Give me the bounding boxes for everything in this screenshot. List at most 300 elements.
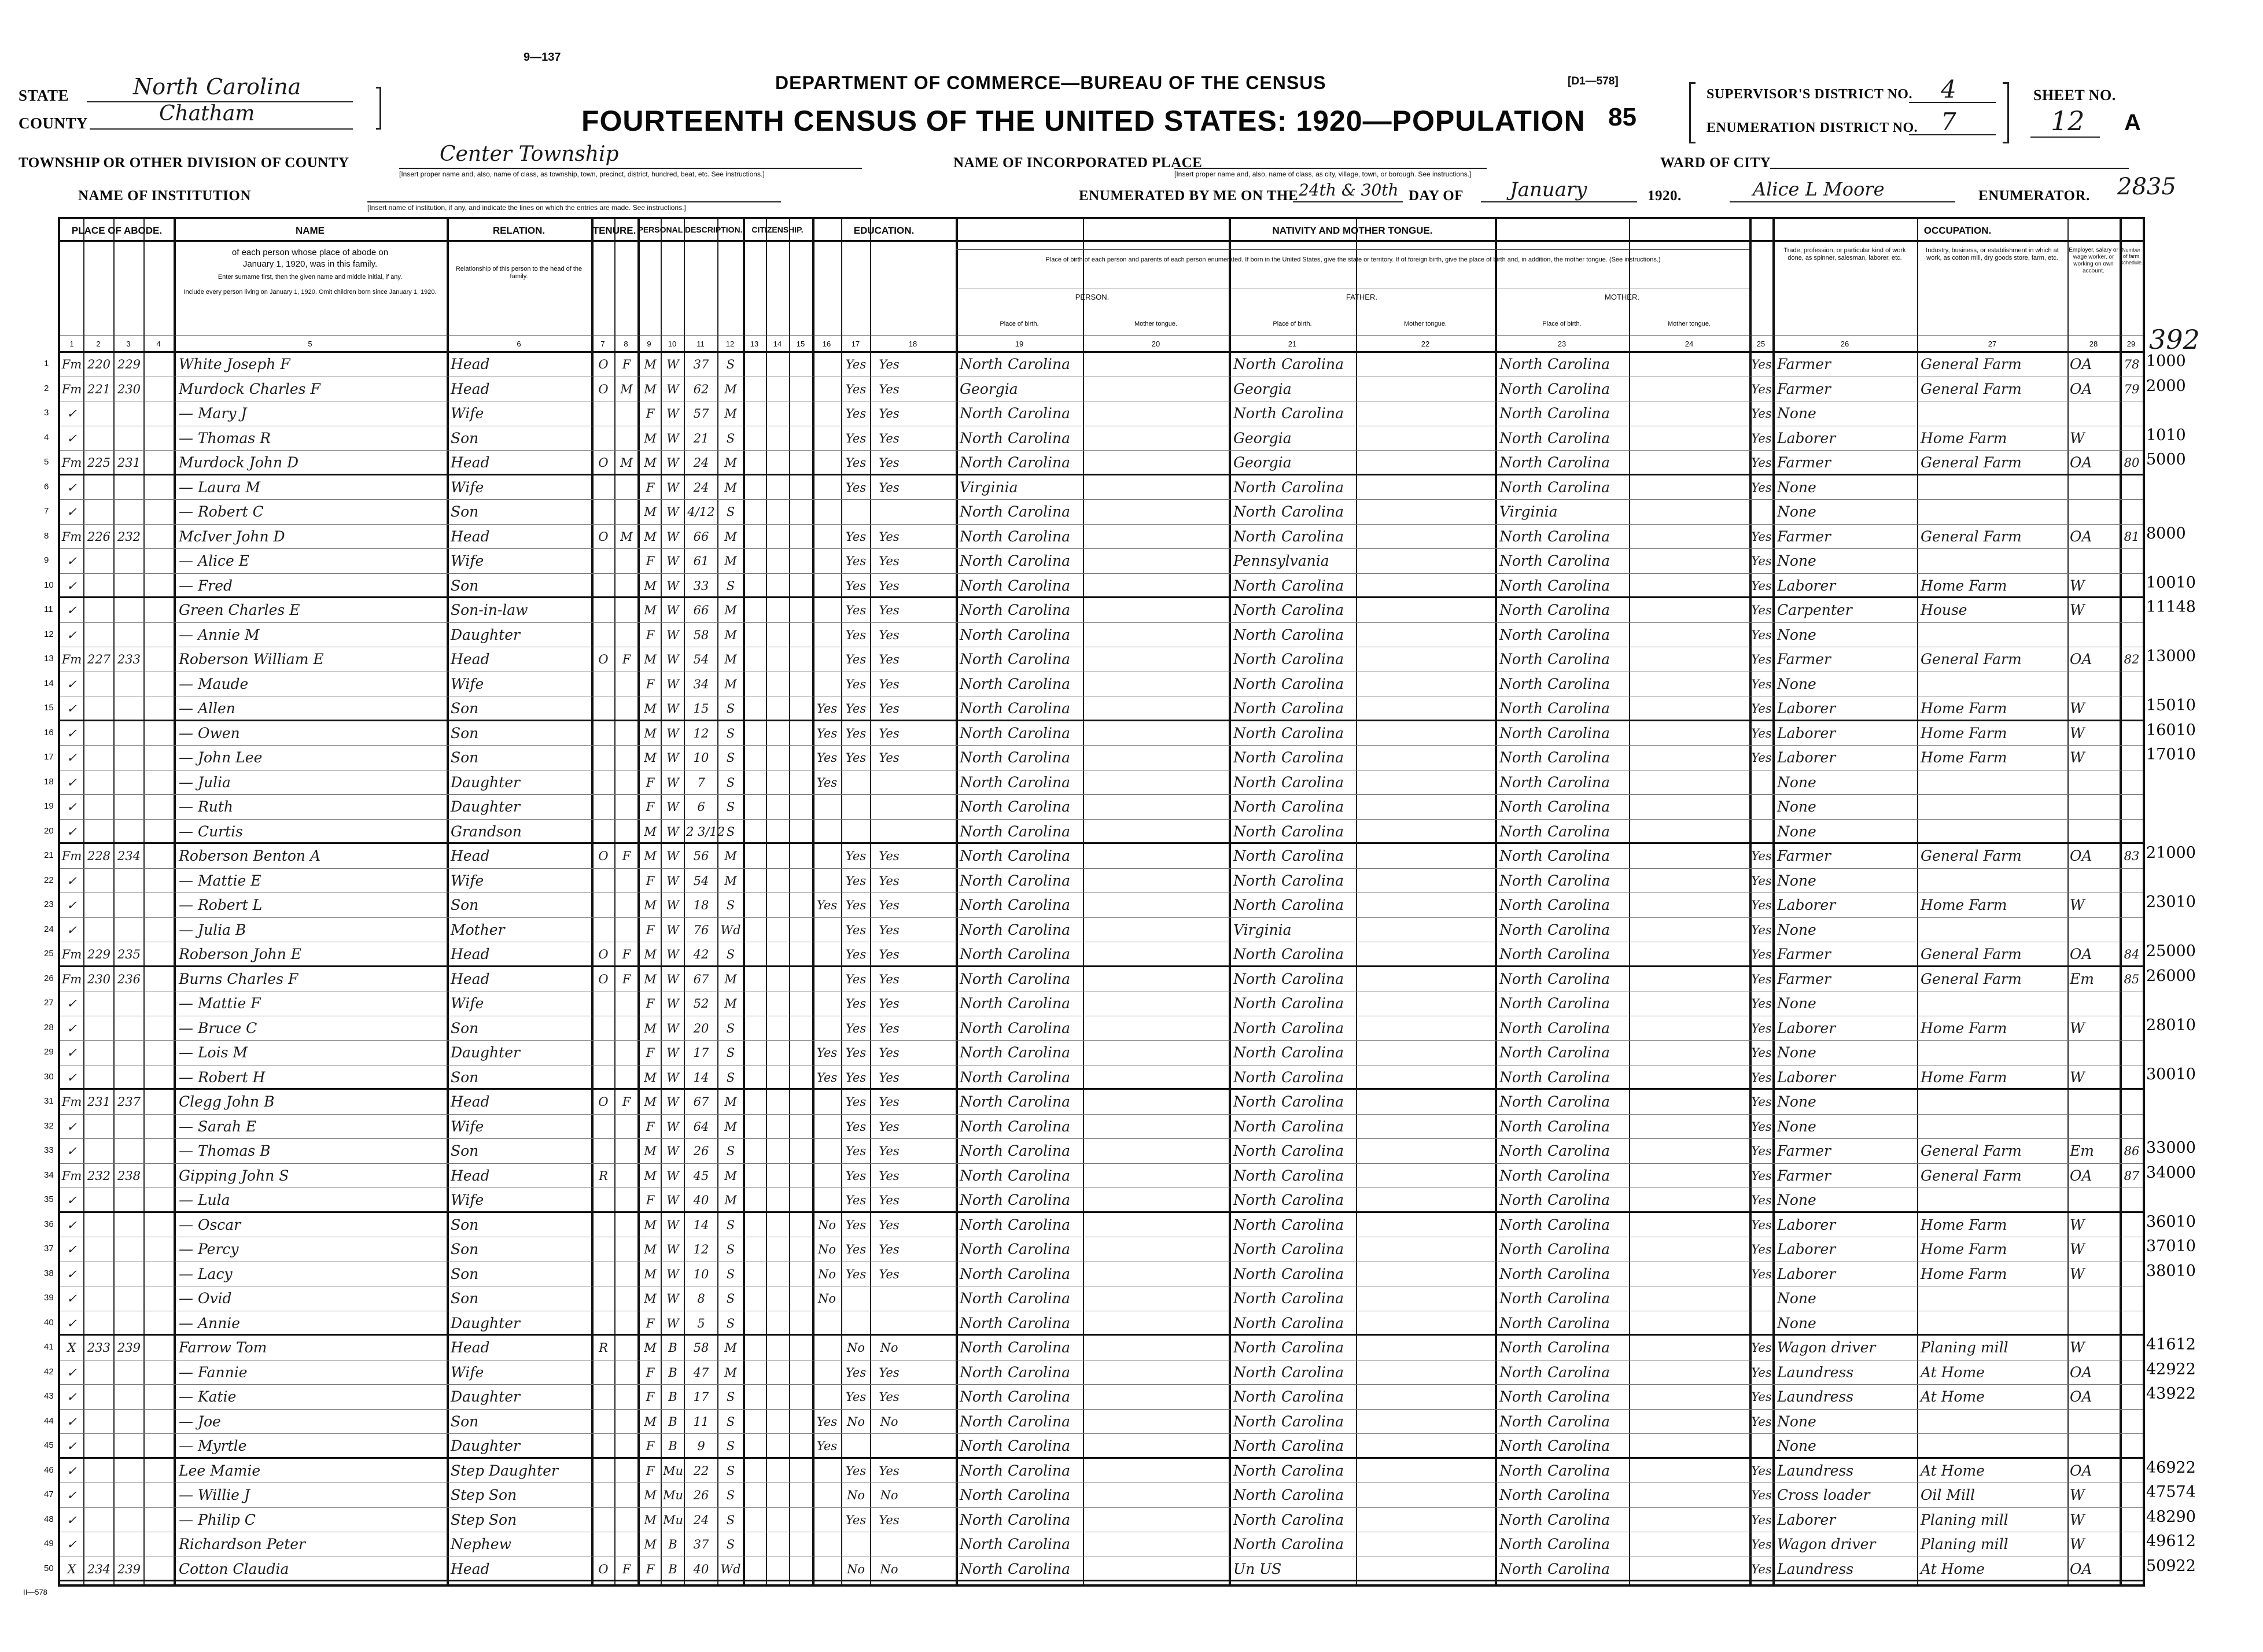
race-cell: W [666,775,679,790]
dwelling-number-cell [86,1435,112,1457]
speaks-english-cell: Yes [1751,1390,1772,1404]
age-cell: 62 [693,382,709,396]
school-cell [814,870,840,892]
relation-cell: Step Son [451,1511,517,1528]
write-cell [872,1533,906,1555]
farm-schedule-cell [2121,1312,2143,1334]
relation-cell: Wife [451,1118,484,1135]
class-of-worker-cell: OA [2070,847,2092,864]
farm-schedule-cell [2121,919,2143,941]
dwelling-number-cell [86,624,112,646]
occupation-cell: None [1777,1437,1816,1454]
column-number: 7 [600,340,605,348]
line-code: 34000 [2146,1163,2196,1182]
father-birthplace-cell: North Carolina [1233,1487,1344,1503]
line-code [2146,1432,2256,1455]
township-hint: [Insert proper name and, also, name of class, as township, town, precinct, district, hundred, beat, etc. See instructions.] [399,170,765,178]
group-citizenship: CITIZENSHIP. [751,225,804,234]
marital-status-cell: S [726,431,735,445]
sex-cell: M [644,1341,657,1355]
supervisor-label: SUPERVISOR'S DISTRICT NO. [1707,87,1912,102]
ward-label: WARD OF CITY [1660,155,1771,171]
father-birthplace-cell: North Carolina [1233,1265,1344,1282]
family-number-cell [116,772,142,794]
name-cell: — Fred [179,577,233,594]
name-cell: Farrow Tom [179,1339,267,1356]
race-cell: Mu [663,1513,684,1527]
column-number: 4 [156,340,161,348]
marital-status-cell: S [726,1144,735,1158]
class-of-worker-cell [2070,870,2118,892]
tenure-cell [594,403,613,425]
write-cell: No [880,1341,898,1355]
sex-cell: M [644,702,657,716]
dwelling-number-cell: 221 [87,382,111,396]
school-cell [814,477,840,499]
family-number-cell [116,1312,142,1334]
read-cell: Yes [845,431,867,445]
mother-birthplace-cell: North Carolina [1499,356,1610,373]
race-cell: W [666,1292,679,1306]
class-of-worker-cell: W [2070,1216,2085,1233]
table-row [44,967,2143,992]
enumerated-label: ENUMERATED BY ME ON THE [1079,188,1299,204]
occupation-cell: Farmer [1777,454,1831,471]
farm-schedule-head: Number of farm schedule. [2121,247,2143,266]
name-cell: — Ovid [179,1290,232,1307]
race-cell: W [666,824,679,839]
race-cell: W [666,407,679,421]
birthplace-cell: Georgia [960,380,1018,397]
dwelling-number-cell [86,1067,112,1089]
abode-cell: Fm [61,529,82,544]
class-of-worker-cell [2070,796,2118,818]
race-cell: B [668,1414,677,1429]
industry-cell: House [1921,602,1967,618]
county-label: COUNTY [19,115,89,132]
age-cell: 47 [693,1365,709,1380]
class-of-worker-cell [2070,919,2118,941]
industry-cell: Oil Mill [1921,1487,1975,1503]
read-cell: Yes [845,554,867,568]
dwelling-number-cell [86,1509,112,1531]
school-cell [814,1533,840,1555]
name-cell: — Alice E [179,552,249,569]
tenure-cell [594,772,613,794]
write-cell: Yes [879,1267,900,1281]
line-number: 48 [44,1514,54,1524]
relation-cell: Head [451,1560,490,1577]
birthplace-cell: North Carolina [960,823,1071,840]
age-cell: 22 [693,1463,709,1478]
farm-schedule-cell [2121,1411,2143,1433]
nativity-col-mother-tongue: Mother tongue. [1668,320,1711,327]
abode-cell: ✓ [67,1513,77,1527]
read-cell: Yes [845,1095,867,1109]
read-cell [843,1288,869,1310]
read-cell: Yes [845,578,867,593]
birthplace-cell: Virginia [960,478,1018,496]
birthplace-cell: North Carolina [960,651,1071,668]
name-instruction-2: January 1, 1920, was in this family. [242,259,378,269]
age-cell: 26 [693,1488,709,1502]
class-of-worker-cell [2070,1411,2118,1433]
name-cell: Richardson Peter [179,1536,305,1553]
father-birthplace-cell: North Carolina [1233,405,1344,422]
dwelling-number-cell [86,747,112,769]
mother-birthplace-cell: Virginia [1499,503,1558,520]
dwelling-number-cell [86,1042,112,1064]
occupation-cell: None [1777,1118,1816,1135]
family-number-cell: 236 [117,972,141,986]
read-cell: Yes [845,1390,867,1404]
name-cell: White Joseph F [179,356,290,373]
marital-status-cell: S [726,947,735,961]
page-title: FOURTEENTH CENSUS OF THE UNITED STATES: 1920—POPULATION [581,105,1586,137]
sex-cell: F [646,1463,655,1478]
father-birthplace-cell: Virginia [1233,921,1292,938]
class-of-worker-cell: W [2070,1536,2085,1553]
line-number: 22 [44,875,54,885]
line-number: 46 [44,1465,54,1475]
abode-cell: ✓ [67,898,77,912]
school-cell [814,1386,840,1408]
marital-status-cell: S [726,505,735,519]
speaks-english-cell: Yes [1751,1513,1772,1527]
age-cell: 66 [693,603,709,617]
line-code: 2000 [2146,377,2186,395]
speaks-english-cell: Yes [1751,972,1772,986]
relation-cell: Daughter [451,1044,520,1061]
sex-cell: F [646,1390,655,1404]
occupation-cell: Laborer [1777,1068,1836,1086]
father-birthplace-cell: North Carolina [1233,1462,1344,1479]
relation-cell: Grandson [451,823,522,840]
dwelling-number-cell [86,599,112,621]
tenure-cell: O [598,1095,609,1109]
mother-birthplace-cell: North Carolina [1499,429,1610,447]
marital-status-cell: M [724,997,737,1011]
relation-cell: Son [451,1290,479,1307]
occupation-industry-head: Industry, business, or establishment in which at work, as cotton mill, dry goods store, farm, etc. [1926,247,2059,261]
marital-status-cell: M [724,1095,737,1109]
mother-birthplace-cell: North Carolina [1499,1118,1610,1135]
mother-birthplace-cell: North Carolina [1499,1314,1610,1332]
tenure-cell [594,1362,613,1384]
speaks-english-cell: Yes [1751,1488,1772,1502]
marital-status-cell: M [724,456,737,470]
relation-cell: Son [451,577,479,594]
family-number-cell [116,698,142,720]
industry-cell [1921,1288,2065,1310]
line-code [2146,1112,2256,1135]
occupation-cell: None [1777,552,1816,569]
father-birthplace-cell: North Carolina [1233,1314,1344,1332]
mortgage-cell [617,1263,636,1285]
farm-schedule-cell [2121,1189,2143,1211]
age-cell: 61 [693,554,709,568]
age-cell: 37 [693,1537,709,1551]
farm-schedule-cell [2121,1263,2143,1285]
birthplace-cell: North Carolina [960,995,1071,1012]
dwelling-number-cell: 228 [87,849,111,863]
write-cell: Yes [879,726,900,740]
marital-status-cell: M [724,628,737,642]
speaks-english-cell: Yes [1751,873,1772,888]
industry-cell [1921,624,2065,646]
school-cell [814,452,840,474]
sex-cell: M [644,1242,657,1256]
column-number: 20 [1151,340,1160,348]
sex-cell: M [644,1414,657,1429]
relation-cell: Son [451,700,479,717]
school-cell: No [817,1218,836,1232]
industry-cell [1921,1189,2065,1211]
name-cell: — Robert H [179,1068,266,1086]
write-cell: Yes [879,1193,900,1207]
column-number: 11 [696,340,705,348]
line-number: 42 [44,1366,54,1377]
industry-cell: Planing mill [1921,1511,2008,1528]
sex-cell: F [646,1193,655,1207]
school-cell [814,624,840,646]
farm-schedule-cell [2121,1017,2143,1039]
write-cell: Yes [879,677,900,691]
father-birthplace-cell: North Carolina [1233,1363,1344,1381]
mortgage-cell [617,747,636,769]
farm-schedule-cell: 78 [2124,357,2140,371]
incorporated-place-label: NAME OF INCORPORATED PLACE [953,155,1203,171]
table-row [44,893,2143,918]
industry-cell [1921,870,2065,892]
race-cell: W [666,800,679,814]
tenure-cell [594,427,613,449]
marital-status-cell: S [726,824,735,839]
class-of-worker-cell: W [2070,724,2085,742]
table-row [44,598,2143,623]
line-code: 37010 [2146,1237,2196,1255]
occupation-cell: Farmer [1777,528,1831,545]
dwelling-number-cell [86,427,112,449]
table-row [44,500,2143,525]
township-value: Center Township [440,142,619,166]
table-row [44,1557,2143,1582]
name-cell: Roberson John E [179,946,302,963]
table-row [44,869,2143,894]
farm-schedule-cell [2121,1238,2143,1260]
dwelling-number-cell [86,575,112,597]
sex-cell: F [646,407,655,421]
occupation-cell: Farmer [1777,946,1831,963]
age-cell: 14 [693,1218,709,1232]
age-cell: 58 [693,628,709,642]
birthplace-cell: North Carolina [960,700,1071,717]
sex-cell: M [644,1144,657,1158]
mortgage-cell [617,1484,636,1506]
dwelling-number-cell [86,1288,112,1310]
race-cell: B [668,1341,677,1355]
class-of-worker-cell [2070,550,2118,572]
birthplace-cell: North Carolina [960,602,1071,618]
abode-cell: ✓ [67,1414,77,1429]
write-cell: Yes [879,751,900,765]
age-cell: 26 [693,1144,709,1158]
dwelling-number-cell [86,1263,112,1285]
mortgage-cell [617,1042,636,1064]
father-birthplace-cell: North Carolina [1233,995,1344,1012]
industry-cell: Home Farm [1921,700,2007,717]
tenure-cell [594,1411,613,1433]
mortgage-cell [617,722,636,744]
abode-cell: ✓ [67,1390,77,1404]
industry-cell: General Farm [1921,1167,2022,1184]
dwelling-number-cell: 230 [87,972,111,986]
speaks-english-cell: Yes [1751,1021,1772,1035]
read-cell: No [846,1562,865,1576]
age-cell: 54 [693,652,709,666]
dwelling-number-cell [86,673,112,695]
tenure-cell [594,1386,613,1408]
age-cell: 11 [693,1414,709,1429]
name-cell: Green Charles E [179,602,300,618]
dwelling-number-cell [86,894,112,916]
occupation-cell: None [1777,995,1816,1012]
industry-cell: Home Farm [1921,1019,2007,1037]
sex-cell: F [646,1119,655,1134]
birthplace-cell: North Carolina [960,429,1071,447]
mortgage-cell [617,698,636,720]
dwelling-number-cell [86,501,112,523]
family-number-cell [116,1484,142,1506]
dwelling-number-cell [86,722,112,744]
race-cell: W [666,1046,679,1060]
line-code [2146,1284,2256,1307]
relation-hint: Relationship of this person to the head of the family. [455,266,583,280]
tenure-cell [594,1238,613,1260]
read-cell: No [846,1414,865,1429]
class-of-worker-cell: OA [2070,454,2092,471]
enumeration-district-value: 7 [1941,108,1956,136]
sheet-value: 12 [2051,105,2085,137]
family-number-cell: 233 [117,652,141,666]
industry-cell [1921,1435,2065,1457]
birthplace-cell: North Carolina [960,454,1071,471]
class-of-worker-cell [2070,1042,2118,1064]
line-number: 39 [44,1293,54,1303]
occupation-class-head: Employer, salary or wage worker, or working on own account. [2069,247,2118,274]
speaks-english-cell: Yes [1751,628,1772,642]
column-number: 26 [1840,340,1849,348]
school-cell [814,1091,840,1113]
farm-schedule-cell: 84 [2124,947,2140,961]
read-cell: Yes [845,849,867,863]
tenure-cell [594,796,613,818]
farm-schedule-cell [2121,1042,2143,1064]
father-birthplace-cell: North Carolina [1233,1339,1344,1356]
school-cell [814,796,840,818]
write-cell: Yes [879,1168,900,1183]
occupation-cell: Farmer [1777,1167,1831,1184]
farm-schedule-cell [2121,1116,2143,1138]
farm-schedule-cell [2121,772,2143,794]
occupation-cell: None [1777,1192,1816,1208]
industry-cell [1921,993,2065,1015]
table-row [44,377,2143,402]
family-number-cell: 232 [117,529,141,544]
school-cell: No [817,1267,836,1281]
class-of-worker-cell: OA [2070,1462,2092,1479]
dwelling-number-cell [86,772,112,794]
relation-cell: Wife [451,872,484,889]
school-cell: Yes [816,1439,838,1453]
occupation-cell: Laborer [1777,724,1836,742]
mortgage-cell: M [620,382,633,396]
tenure-cell [594,1067,613,1089]
sex-cell: F [646,1562,655,1576]
line-code: 49612 [2146,1532,2196,1550]
occupation-cell: None [1777,405,1816,422]
mortgage-cell: F [622,972,631,986]
speaks-english-cell [1751,821,1772,843]
industry-cell: Planing mill [1921,1339,2008,1356]
father-birthplace-cell: North Carolina [1233,356,1344,373]
birthplace-cell: North Carolina [960,1413,1071,1430]
name-cell: — Lula [179,1192,230,1208]
mother-birthplace-cell: North Carolina [1499,1413,1610,1430]
industry-cell: General Farm [1921,847,2022,864]
school-cell [814,919,840,941]
industry-cell: General Farm [1921,380,2022,397]
birthplace-cell: North Carolina [960,749,1071,766]
read-cell: Yes [845,1242,867,1256]
read-cell: Yes [845,1463,867,1478]
mother-birthplace-cell: North Carolina [1499,405,1610,422]
birthplace-cell: North Carolina [960,1487,1071,1503]
occupation-trade-head: Trade, profession, or particular kind of work done, as spinner, salesman, laborer, etc. [1783,247,1906,261]
abode-cell: ✓ [67,578,77,593]
tenure-cell [594,993,613,1015]
write-cell: Yes [879,1242,900,1256]
school-cell [814,550,840,572]
write-cell: Yes [879,603,900,617]
group-relation: RELATION. [492,225,546,236]
name-instruction-1: of each person whose place of abode on [231,248,389,257]
marital-status-cell: S [726,898,735,912]
occupation-cell: None [1777,798,1816,815]
sex-cell: F [646,873,655,888]
age-cell: 20 [693,1021,709,1035]
industry-cell [1921,550,2065,572]
table-row [44,1311,2143,1336]
marital-status-cell: S [726,1390,735,1404]
table-row [44,1237,2143,1262]
speaks-english-cell: Yes [1751,1144,1772,1158]
speaks-english-cell: Yes [1751,431,1772,445]
class-of-worker-cell: W [2070,1068,2085,1086]
dwelling-number-cell: 225 [87,456,111,470]
mother-birthplace-cell: North Carolina [1499,1462,1610,1479]
race-cell: W [666,382,679,396]
line-code: 15010 [2146,696,2196,714]
table-row [44,770,2143,795]
read-cell [843,501,869,523]
line-number: 11 [44,604,53,614]
marital-status-cell: M [724,677,737,691]
birthplace-cell: North Carolina [960,773,1071,791]
occupation-cell: Wagon driver [1777,1536,1876,1553]
line-code: 25000 [2146,942,2196,960]
table-row [44,1164,2143,1189]
